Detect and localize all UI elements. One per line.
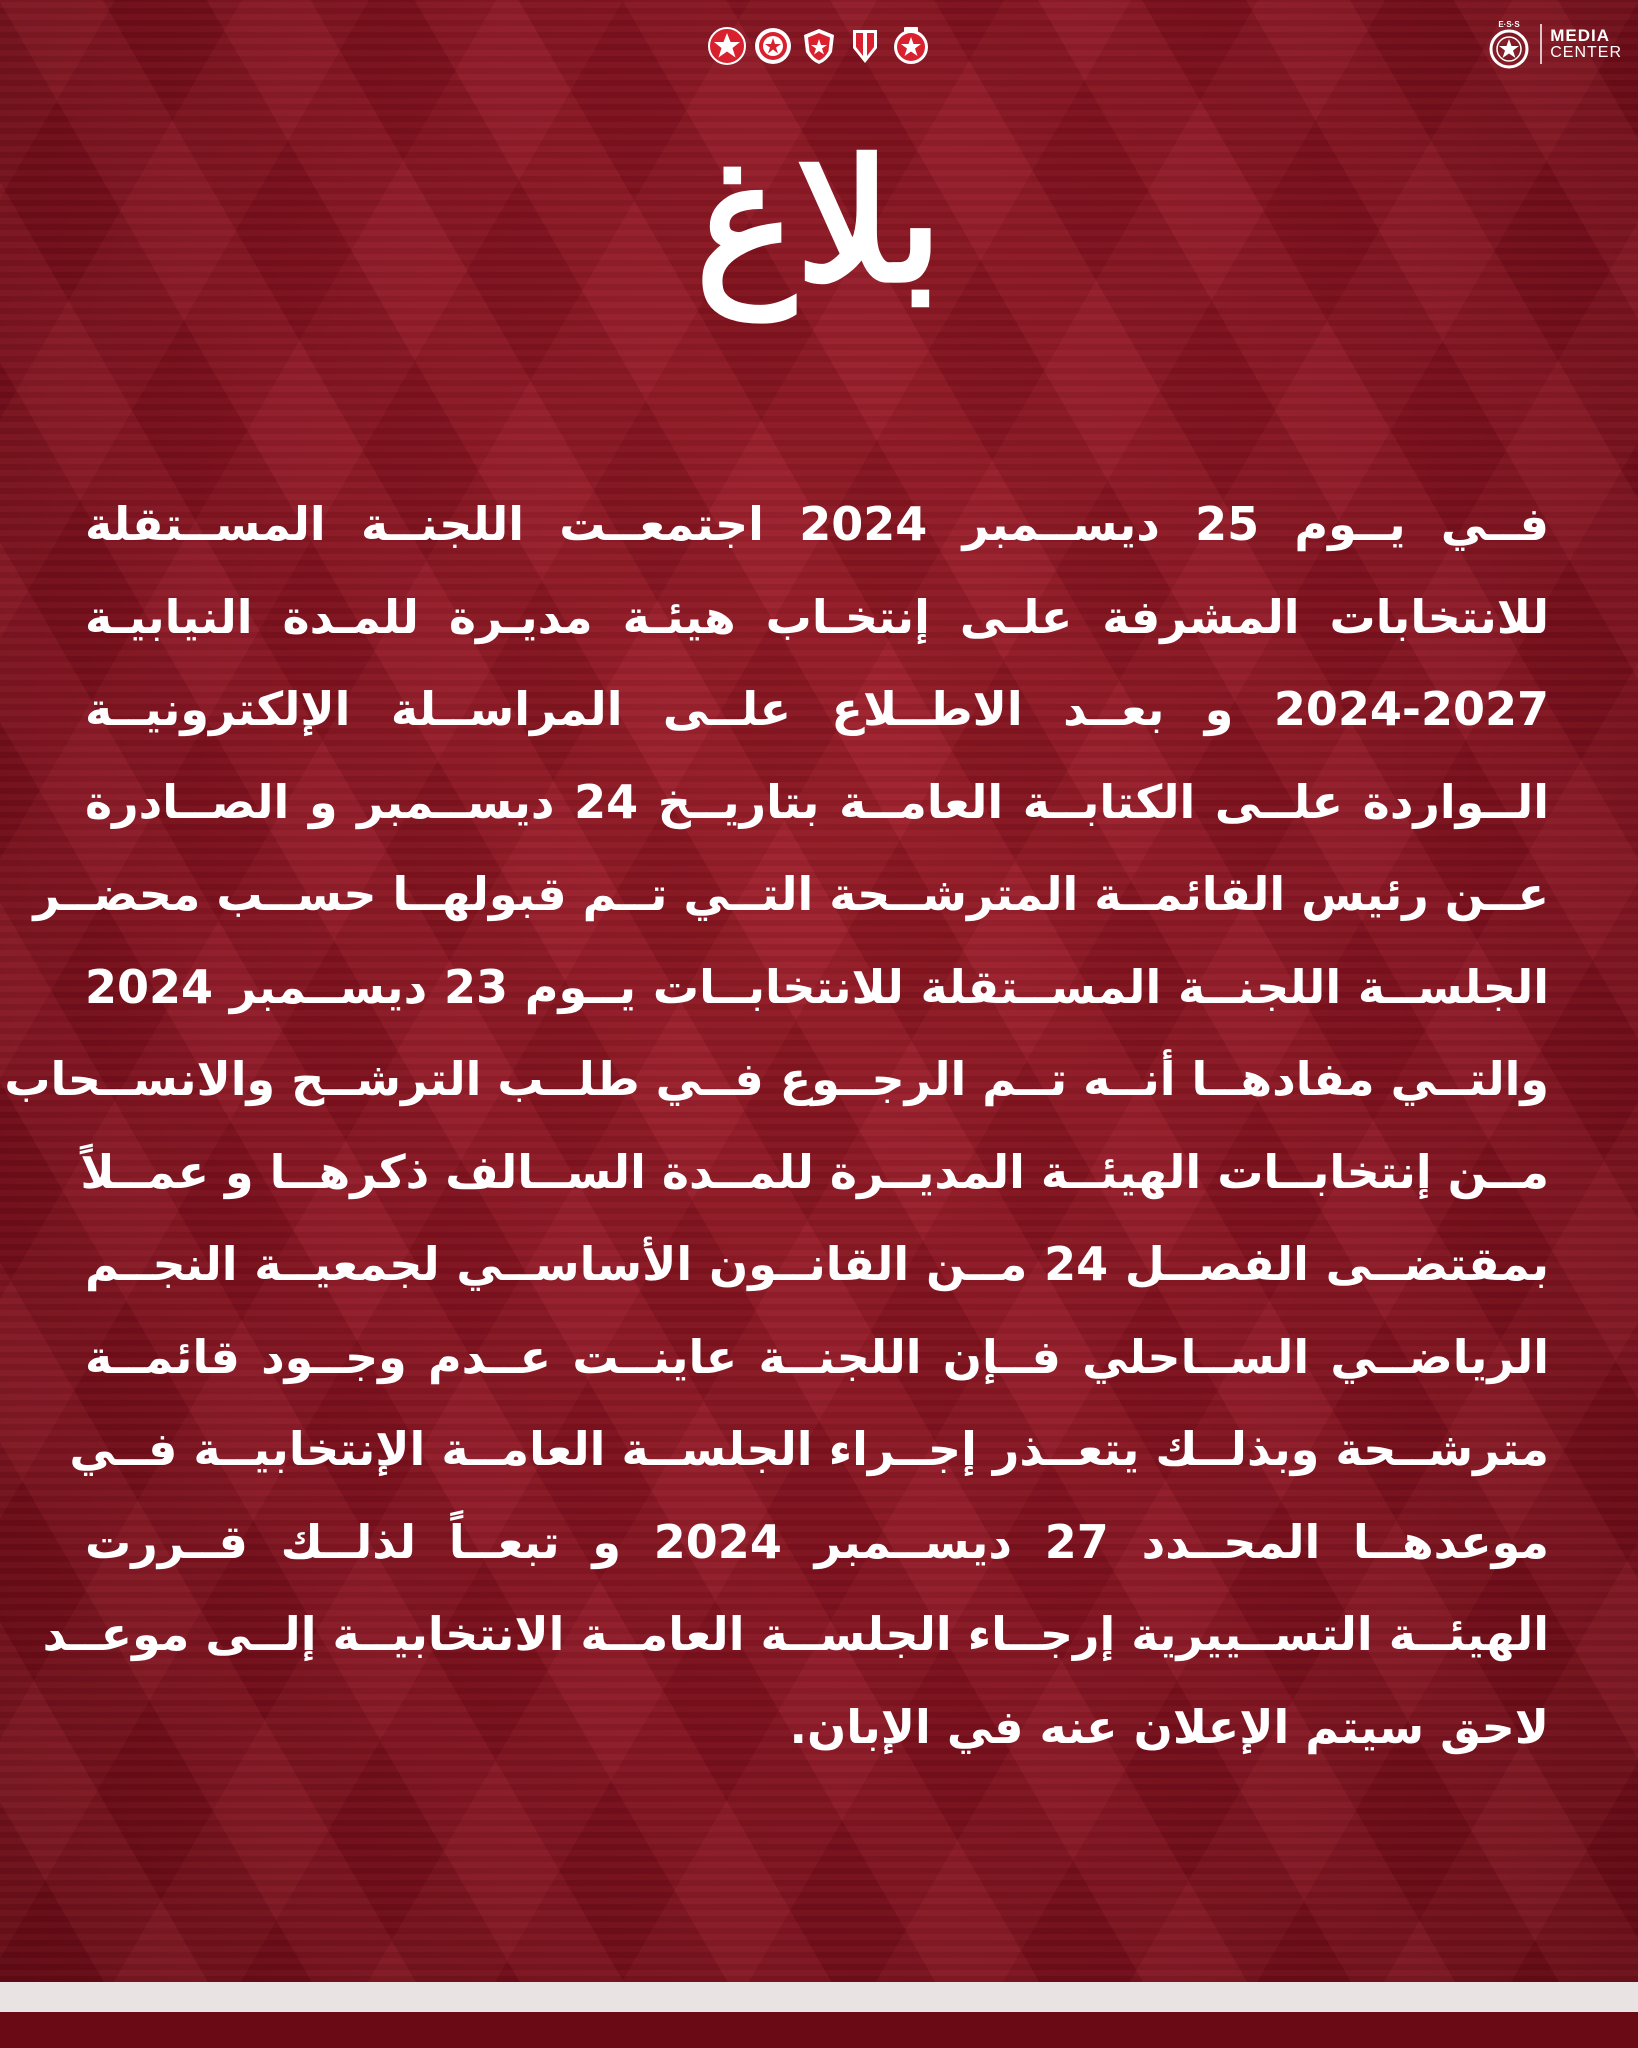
- footer-stripe: [0, 1982, 1638, 2012]
- body-line: 2024-2027 و بعــد الاطــلاع علــى المراســلة الإلكترونيــة: [85, 682, 1549, 736]
- mc-logo-text: E·S·S: [1498, 20, 1520, 29]
- announcement-body: [4, 478, 1549, 1773]
- body-line: موعدهــا المحــدد 27 ديســمبر 2024 و تبعــاً لذلــك قــررت: [85, 1514, 1549, 1569]
- body-line: بمقتضــى الفصــل 24 مــن القانــون الأساســي لجمعيــة النجــم: [85, 1237, 1549, 1291]
- body-line: الجلســة اللجنــة المســتقلة للانتخابــات يــوم 23 ديســمبر 2024: [85, 959, 1549, 1014]
- media-center-badge: [1486, 18, 1622, 70]
- body-line: فــي يــوم 25 ديســمبر 2024 اجتمعــت اللجنــة المســتقلة: [85, 497, 1549, 551]
- announcement-title: بلاغ: [695, 122, 943, 320]
- footer-band: [0, 2012, 1638, 2048]
- media-label: MEDIA: [1550, 25, 1610, 45]
- body-line: مــن إنتخابــات الهيئــة المديــرة للمــدة الســالف ذكرهــا و عمــلاً: [80, 1144, 1549, 1199]
- ess-logo-icon: [1486, 18, 1532, 70]
- body-line: الرياضــي الســاحلي فــإن اللجنــة عاينــت عــدم وجــود قائمــة: [85, 1329, 1549, 1384]
- media-center-divider: [1540, 24, 1542, 64]
- body-line-last: لاحق سيتم الإعلان عنه في الإبان.: [789, 1699, 1549, 1754]
- round-club-crest-icon: [753, 26, 793, 66]
- body-line: الــواردة علــى الكتابــة العامــة بتاريــخ 24 ديســمبر و الصــادرة: [85, 774, 1549, 829]
- body-line: والتــي مفادهــا أنــه تــم الرجــوع فــي طلــب الترشــح والانســحاب: [4, 1052, 1549, 1106]
- ess-crest-icon: [891, 26, 931, 66]
- club-crests-row: [0, 26, 1638, 66]
- center-label: CENTER: [1550, 43, 1622, 61]
- body-line: الهيئــة التســييرية إرجــاء الجلســة العامــة الانتخابيــة إلــى موعــد: [42, 1607, 1549, 1661]
- body-line: عــن رئيس القائمــة المترشــحة التــي تــم قبولهــا حســب محضــر: [33, 867, 1549, 921]
- star-crest-icon: [707, 26, 747, 66]
- pennant-crest-icon: [845, 26, 885, 66]
- media-center-label: [1550, 27, 1622, 62]
- body-line: مترشــحة وبذلــك يتعــذر إجــراء الجلســة العامــة الإنتخابيــة فــي: [69, 1422, 1549, 1476]
- shield-crest-icon: [799, 26, 839, 66]
- body-line: للانتخابات المشرفة علـى إنتخـاب هيئـة مديـرة للمـدة النيابيـة: [85, 589, 1549, 644]
